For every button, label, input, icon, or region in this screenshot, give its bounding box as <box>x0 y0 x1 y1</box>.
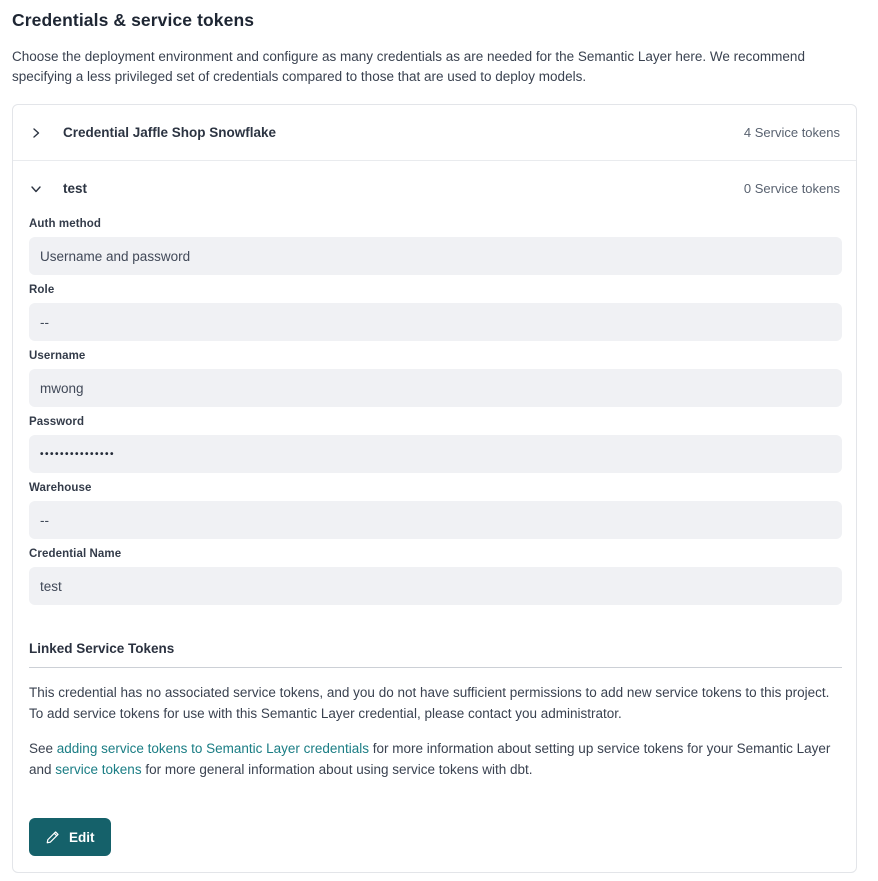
auth-method-value: Username and password <box>29 237 842 275</box>
credential-name: Credential Jaffle Shop Snowflake <box>63 125 277 140</box>
field-label: Credential Name <box>29 548 122 560</box>
field-label: Auth method <box>29 218 102 230</box>
service-tokens-count: 4 Service tokens <box>743 125 840 140</box>
field-warehouse <box>29 482 840 539</box>
field-credential-name <box>29 548 840 605</box>
username-value: mwong <box>29 369 842 407</box>
credential-detail-panel <box>13 216 856 872</box>
docs-text: for more information about setting up service tokens for your Semantic Layer and <box>29 741 831 777</box>
edit-button[interactable] <box>29 818 111 856</box>
field-auth-method <box>29 218 840 275</box>
credential-name-value: test <box>29 567 842 605</box>
chevron-down-icon <box>29 182 43 196</box>
semantic-layer-credentials-docs-link[interactable]: adding service tokens to Semantic Layer credentials <box>56 741 369 756</box>
docs-text: See <box>29 741 57 756</box>
page-description: Choose the deployment environment and configure as many credentials as are needed for the Semantic Layer here. We recommend specifying a less privileged set of credentials compared to those that are used to deploy models. <box>12 49 805 84</box>
service-tokens-docs-link[interactable]: service tokens <box>55 762 142 777</box>
field-password <box>29 416 840 473</box>
edit-button-label: Edit <box>69 829 95 845</box>
credential-row-test[interactable] <box>13 161 856 216</box>
field-label: Password <box>29 416 85 428</box>
credentials-card <box>12 104 857 873</box>
linked-service-tokens-heading: Linked Service Tokens <box>29 641 175 656</box>
section-divider <box>29 667 842 668</box>
field-username <box>29 350 840 407</box>
credential-name: test <box>63 181 88 196</box>
field-label: Role <box>29 284 55 296</box>
no-tokens-message: This credential has no associated service tokens, and you do not have sufficient permissions to add new service tokens to this project. To add service tokens for use with this Semantic Layer credential, please contact you administrator. <box>29 685 830 721</box>
field-role <box>29 284 840 341</box>
pencil-icon <box>45 830 60 845</box>
credential-row-jaffle-shop[interactable] <box>13 105 856 161</box>
field-label: Warehouse <box>29 482 92 494</box>
linked-service-tokens-section <box>29 641 840 780</box>
chevron-right-icon <box>29 126 43 140</box>
page-title: Credentials & service tokens <box>12 10 255 30</box>
password-value: ••••••••••••••• <box>29 435 842 473</box>
docs-text: for more general information about using service tokens with dbt. <box>141 762 533 777</box>
warehouse-value: -- <box>29 501 842 539</box>
field-label: Username <box>29 350 86 362</box>
service-tokens-count: 0 Service tokens <box>743 181 840 196</box>
docs-message <box>29 738 840 780</box>
role-value: -- <box>29 303 842 341</box>
